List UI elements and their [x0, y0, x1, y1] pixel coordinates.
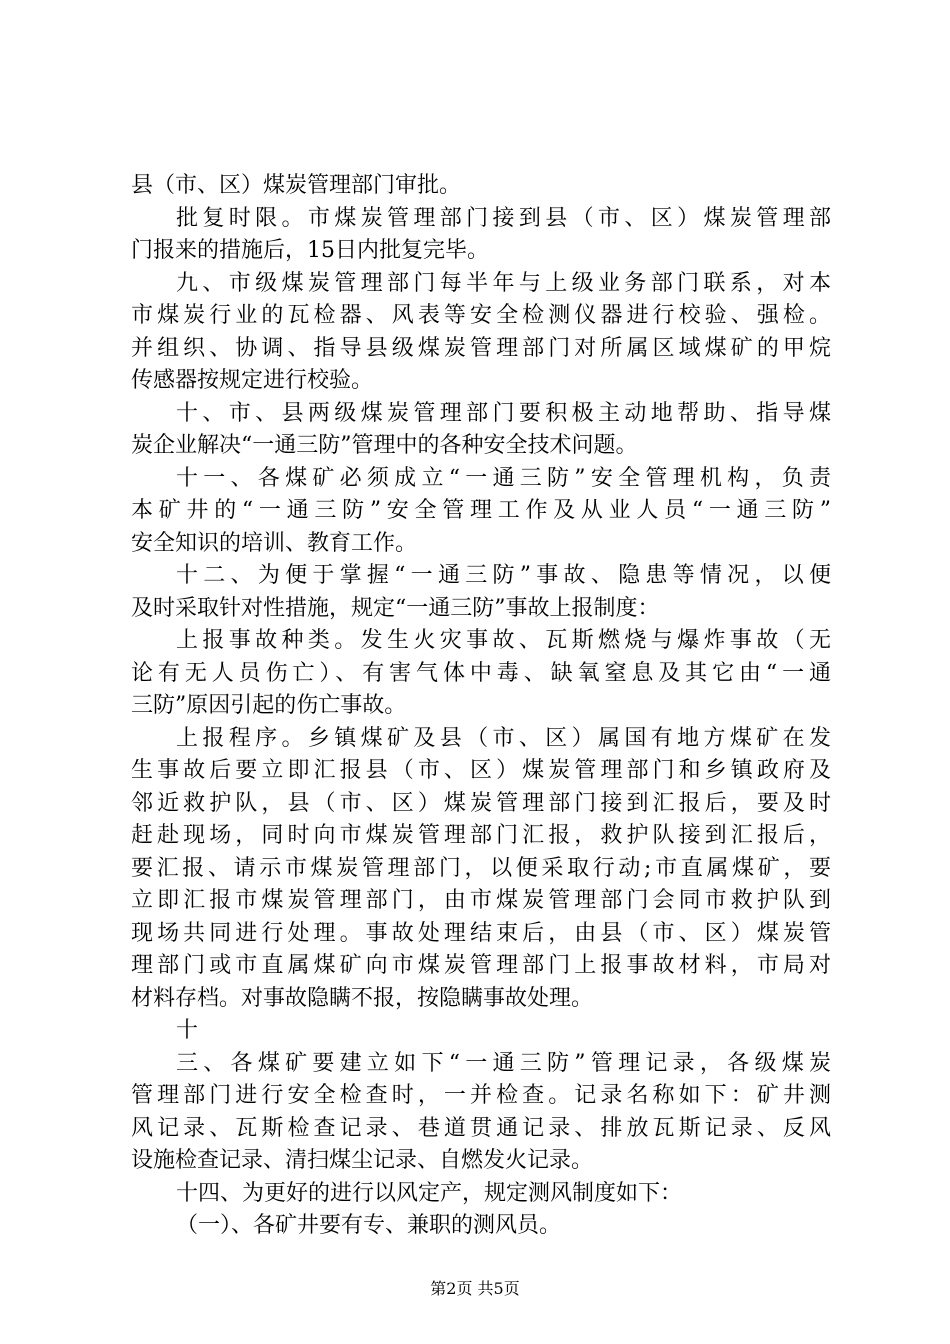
text-line: 炭企业解决“一通三防”管理中的各种安全技术问题。: [131, 433, 638, 458]
text-line: 本矿井的“一通三防”安全管理工作及从业人员“一通三防”: [131, 498, 831, 523]
text-line: 三、各煤矿要建立如下“一通三防”管理记录，各级煤炭: [176, 1050, 831, 1076]
text-line: 生事故后要立即汇报县（市、区）煤炭管理部门和乡镇政府及: [131, 758, 831, 783]
text-line: 风记录、瓦斯检查记录、巷道贯通记录、排放瓦斯记录、反风: [131, 1115, 831, 1141]
text-line: 立即汇报市煤炭管理部门，由市煤炭管理部门会同市救护队到: [131, 888, 831, 913]
text-line: 要汇报、请示市煤炭管理部门，以便采取行动;市直属煤矿，要: [131, 855, 831, 881]
text-line: 并组织、协调、指导县级煤炭管理部门对所属区域煤矿的甲烷: [131, 335, 831, 361]
text-line: 传感器按规定进行校验。: [131, 368, 374, 393]
text-line: 三防”原因引起的伤亡事故。: [131, 693, 407, 718]
text-line: 九、市级煤炭管理部门每半年与上级业务部门联系，对本: [176, 270, 831, 296]
text-line: 十: [176, 1018, 199, 1043]
text-line: 上报事故种类。发生火灾事故、瓦斯燃烧与爆炸事故（无: [176, 628, 831, 653]
text-line: 理部门或市直属煤矿向市煤炭管理部门上报事故材料，市局对: [131, 953, 831, 978]
text-line: 管理部门进行安全检查时，一并检查。记录名称如下：矿井测: [131, 1083, 831, 1108]
text-line: 十四、为更好的进行以风定产，规定测风制度如下：: [176, 1180, 683, 1206]
text-line: 十一、各煤矿必须成立“一通三防”安全管理机构，负责: [176, 465, 831, 491]
document-body: [131, 170, 831, 1243]
text-line: 设施检查记录、清扫煤尘记录、自燃发火记录。: [131, 1148, 594, 1173]
text-line: 论有无人员伤亡）、有害气体中毒、缺氧窒息及其它由“一通: [131, 660, 831, 686]
text-line: 现场共同进行处理。事故处理结束后，由县（市、区）煤炭管: [131, 920, 831, 946]
text-line: 十、市、县两级煤炭管理部门要积极主动地帮助、指导煤: [176, 400, 831, 426]
page-number-footer: 第2页 共5页: [430, 1279, 520, 1298]
text-line: 上报程序。乡镇煤矿及县（市、区）属国有地方煤矿在发: [176, 725, 831, 751]
text-line: 市煤炭行业的瓦检器、风表等安全检测仪器进行校验、强检。: [131, 303, 831, 328]
text-line: 安全知识的培训、教育工作。: [131, 530, 418, 556]
text-line: 邻近救护队，县（市、区）煤炭管理部门接到汇报后，要及时: [131, 790, 831, 816]
text-line: 赶赴现场，同时向市煤炭管理部门汇报，救护队接到汇报后，: [131, 823, 831, 848]
text-line: （一）、各矿井要有专、兼职的测风员。: [176, 1213, 562, 1238]
text-line: 及时采取针对性措施，规定“一通三防”事故上报制度：: [131, 595, 660, 621]
text-line: 批复时限。市煤炭管理部门接到县（市、区）煤炭管理部: [176, 205, 831, 231]
text-line: 县（市、区）煤炭管理部门审批。: [131, 173, 462, 198]
text-line: 门报来的措施后，15日内批复完毕。: [131, 238, 489, 263]
text-line: 十二、为便于掌握“一通三防”事故、隐患等情况，以便: [176, 563, 831, 588]
text-line: 材料存档。对事故隐瞒不报，按隐瞒事故处理。: [131, 985, 594, 1011]
